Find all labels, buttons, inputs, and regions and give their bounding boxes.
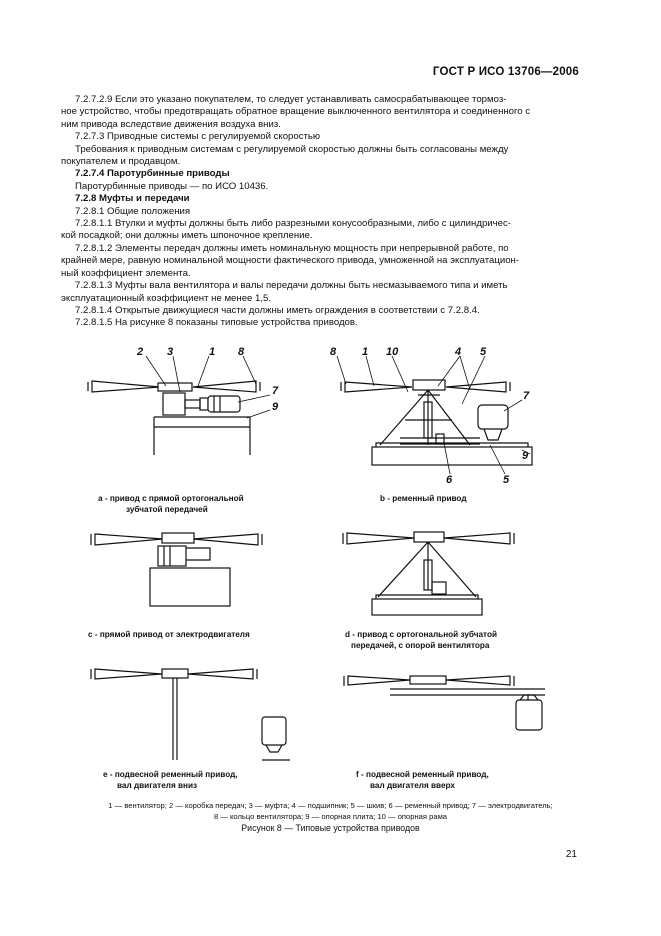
caption-e [103,770,238,791]
body-line: крайней мере, равную номинальной мощности фактического привода, умноженной на эксплуатацион- [61,255,520,267]
diagram-c [91,533,262,606]
body-line: 7.2.8.1.5 На рисунке 8 показаны типовые устройства приводов. [75,317,358,329]
caption-d [345,630,497,651]
body-line: 7.2.8.1.2 Элементы передач должны иметь номинальную мощность при непрерывной работе, по [75,242,509,254]
label-b-1: 1 [362,346,369,358]
body-line: покупателем и продавцом. [61,156,181,168]
caption-c [88,630,250,641]
legend-line1: 1 — вентилятор; 2 — коробка передач; 3 — муфта; 4 — подшипник; 5 — шкив; 6 — ременный привод; 7 — электродвигатель; [108,801,553,810]
legend-line2: 8 — кольцо вентилятора; 9 — опорная плита; 10 — опорная рама [213,812,448,821]
caption-a-line1: a - привод с прямой ортогональной [98,494,244,503]
body-line: 7.2.8.1.1 Втулки и муфты должны быть либо разрезными конусообразными, либо с цилиндричес- [75,218,511,230]
body-line: ное устройство, чтобы предотвращать обратное вращение выключенного вентилятора и соединенного с [61,106,531,118]
label-b-5b: 5 [503,474,510,486]
label-b-4: 4 [455,346,462,358]
caption-e-line1: e - подвесной ременный привод, [103,770,238,779]
diagram-d [343,532,514,615]
label-b-10: 10 [386,346,399,358]
body-line: 7.2.7.3 Приводные системы с регулируемой скоростью [75,131,321,143]
caption-b-line1: b - ременный привод [380,494,467,503]
label-a-3: 3 [167,346,174,358]
body-line: эксплуатационный коэффициент не менее 1,5. [61,292,272,304]
caption-f-line1: f - подвесной ременный привод, [356,770,489,779]
label-a-7: 7 [272,385,279,397]
figure-legend [28,800,633,822]
caption-f-line2: вал двигателя вверх [370,780,455,790]
body-line: 7.2.8.1.4 Открытые движущиеся части должны иметь ограждения в соответствии с 7.2.8.4. [75,304,480,316]
label-a-8: 8 [238,346,245,358]
body-line: ним привода вследствие движения воздуха вниз. [61,118,281,130]
label-b-9: 9 [522,450,529,462]
caption-a-line2: зубчатой передачей [126,504,208,514]
diagram-a [88,381,260,455]
diagram-b [341,380,532,465]
body-line: 7.2.8 Муфты и передачи [75,193,190,205]
caption-b [380,494,467,505]
caption-f [356,770,489,791]
body-line: ный коэффициент элемента. [61,267,191,279]
label-b-6: 6 [446,474,453,486]
body-line: 7.2.7.2.9 Если это указано покупателем, то следует устанавливать самосрабатывающее тормоз- [75,94,507,105]
label-a-2: 2 [137,346,144,358]
diagram-e [91,669,290,760]
caption-c-line1: c - прямой привод от электродвигателя [88,630,250,639]
body-line: 7.2.7.4 Паротурбинные приводы [75,168,230,180]
caption-d-line1: d - привод с ортогональной зубчатой [345,630,497,639]
label-b-7: 7 [523,390,530,402]
label-b-8: 8 [330,346,337,358]
page-number: 21 [565,849,577,860]
label-a-9: 9 [272,401,279,413]
body-line: 7.2.8.1.3 Муфты вала вентилятора и валы передачи должны быть несмазываемого типа и иметь [75,280,508,292]
body-line: Требования к приводным системам с регулируемой скоростью должны быть согласованы между [75,143,509,155]
caption-a [98,494,244,515]
caption-d-line2: передачей, с опорой вентилятора [351,640,490,650]
body-line: Паротурбинные приводы — по ИСО 10436. [75,180,269,192]
body-line: 7.2.8.1 Общие положения [75,205,191,217]
body-line: кой посадкой; они должны иметь шпоночное крепление. [61,230,313,242]
diagram-f [344,676,545,730]
label-a-1: 1 [209,346,216,358]
label-b-5: 5 [480,346,487,358]
page-header: ГОСТ Р ИСО 13706—2006 [432,66,579,78]
figure-title: Рисунок 8 — Типовые устройства приводов [241,823,420,833]
caption-e-line2: вал двигателя вниз [117,780,198,790]
